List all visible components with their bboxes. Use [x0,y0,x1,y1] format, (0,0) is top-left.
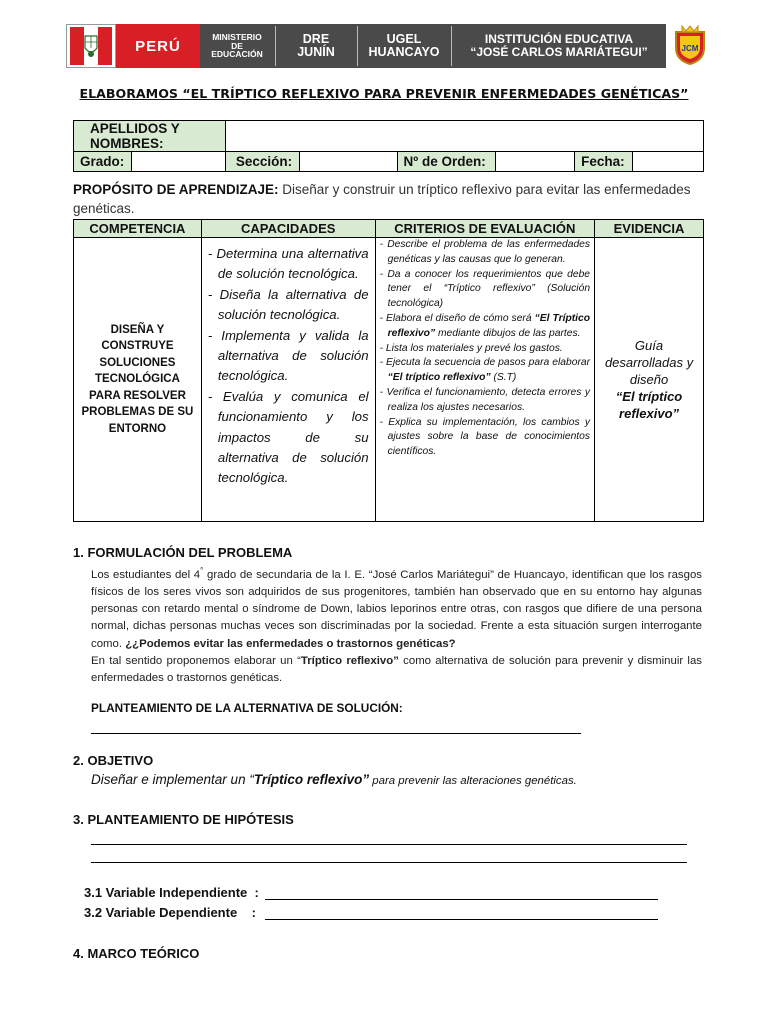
variable-independiente-field[interactable] [265,899,658,900]
variable-independiente-label: 3.1 Variable Independiente : [84,885,259,900]
evidencia-cell: Guía desarrolladas y diseño “El tríptico reflexivo” [595,238,704,522]
proposito-text: PROPÓSITO DE APRENDIZAJE: Diseñar y construir un tríptico reflexivo para evitar las enfermedades genéticas. [73,182,691,216]
criterios-cell [375,238,594,522]
objetivo-text: Diseñar e implementar un “Tríptico reflexivo” para prevenir las alteraciones genéticas. [91,772,577,787]
institucion-label: INSTITUCIÓN EDUCATIVA “JOSÉ CARLOS MARIÁTEGUI” [470,32,648,59]
peru-coat-of-arms-icon [66,24,116,68]
capacidad-item: - Determina una alternativa de solución tecnológica. [207,246,369,282]
competencia-cell: DISEÑA Y CONSTRUYE SOLUCIONES TECNOLÓGICA PARA RESOLVER PROBLEMAS DE SU ENTORNO [74,238,202,522]
page-title: ELABORAMOS “EL TRÍPTICO REFLEXIVO PARA PREVENIR ENFERMEDADES GENÉTICAS” [79,86,689,101]
capacidad-item: - Implementa y valida la alternativa de solución tecnológica. [207,327,369,384]
header-evidencia: EVIDENCIA [595,220,704,238]
apellidos-field[interactable] [225,121,703,152]
criterio-item: - Ejecuta la secuencia de pasos para elaborar “El tríptico reflexivo” (S.T) [379,357,591,384]
peru-label: PERÚ [116,24,200,68]
hipotesis-line-2[interactable] [91,862,687,863]
grado-field[interactable] [131,152,225,172]
apellidos-label: APELLIDOS Y NOMBRES: [74,121,226,152]
ugel-label: UGEL HUANCAYO [368,31,440,59]
planteamiento-label: PLANTEAMIENTO DE LA ALTERNATIVA DE SOLUCIÓN: [91,701,403,715]
orden-field[interactable] [496,152,575,172]
criterio-item: - Explica su implementación, los cambios y ajustes sobre la base de conocimientos científicos. [379,416,591,458]
ministerio-label: MINISTERIO DE EDUCACIÓN [211,31,263,60]
capacidades-cell [201,238,375,522]
capacidad-item: - Diseña la alternativa de solución tecnológica. [207,286,369,323]
variable-dependiente-field[interactable] [265,919,658,920]
seccion-label: Sección: [225,152,299,172]
criterio-item: - Elabora el diseño de cómo será “El Tríptico reflexivo” mediante dibujos de las partes. [379,312,591,339]
section-1-heading: 1. FORMULACIÓN DEL PROBLEMA [73,545,293,560]
seccion-field[interactable] [299,152,397,172]
capacidad-item: - Evalúa y comunica el funcionamiento y los impactos de su alternativa de solución tecnológica. [207,388,369,486]
variable-dependiente-label: 3.2 Variable Dependiente : [84,905,256,920]
grado-label: Grado: [74,152,132,172]
criterio-item: - Lista los materiales y prevé los gastos. [379,342,563,354]
criterio-item: - Da a conocer los requerimientos que debe tener el “Tríptico reflexivo” (Solución tecnológica) [379,268,591,310]
criterio-item: - Describe el problema de las enfermedades genéticas y las causas que lo generan. [379,239,591,265]
orden-label: Nº de Orden: [397,152,496,172]
planteamiento-answer-line[interactable] [91,733,581,734]
section-3-heading: 3. PLANTEAMIENTO DE HIPÓTESIS [73,812,294,827]
section-4-heading: 4. MARCO TEÓRICO [73,946,200,961]
fecha-label: Fecha: [575,152,633,172]
fecha-field[interactable] [633,152,704,172]
criterio-item: - Verifica el funcionamiento, detecta errores y realiza los ajustes necesarios. [379,386,591,413]
header-competencia: COMPETENCIA [74,220,202,238]
header-criterios: CRITERIOS DE EVALUACIÓN [375,220,594,238]
competencia-table [73,219,704,522]
header-capacidades: CAPACIDADES [201,220,375,238]
school-emblem-icon [672,24,708,66]
hipotesis-line-1[interactable] [91,844,687,845]
section-2-heading: 2. OBJETIVO [73,753,154,768]
student-info-table [73,120,704,172]
section-1-paragraph: Los estudiantes del 4° grado de secundaria de la I. E. “José Carlos Mariátegui” de Huancayo, identifican que los rasgos físicos de los seres vivos son adquiridos de sus progenitores, también han observado que en su entorno hay algunas personas con retardo mental o síndrome de Down, labios leporinos entre otras, con rasgos que difiere de una persona normal, dichas personas muchas veces son discriminadas por la sociedad. Frente a esta situación surgen interrogante como. ¿¿Podemos evitar las enfermedades o trastornos genéticas? En tal sentido proponemos elaborar un “Tríptico reflexivo” como alternativa de solución para prevenir y disminuir las enfermedades o trastornos genéticas. [91,566,702,685]
svg-text:JCM: JCM [681,44,699,53]
dre-label: DRE JUNÍN [297,31,335,59]
